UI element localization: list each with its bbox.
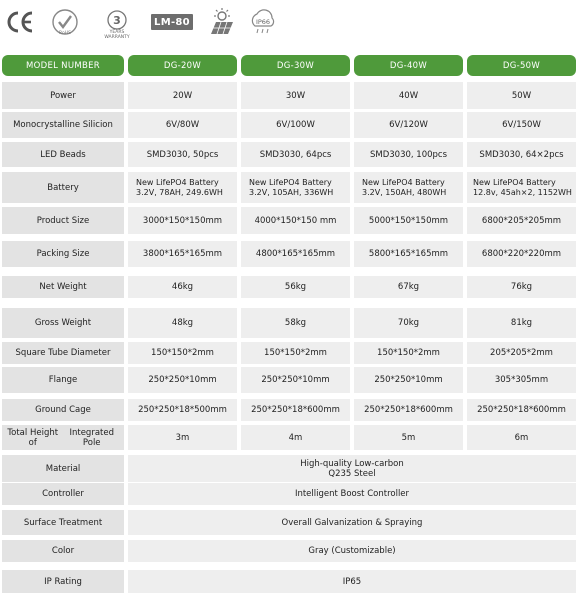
table-cell: 6800*220*220mm (467, 241, 576, 267)
header-model-1: DG-20W (128, 55, 237, 76)
table-cell: 5800*165*165mm (354, 241, 463, 267)
row-label: Gross Weight (2, 308, 124, 338)
table-cell: 56kg (241, 276, 350, 298)
table-cell: 81kg (467, 308, 576, 338)
cell-line: Intelligent Boost Controller (294, 489, 410, 499)
ip66-text: IP66 (255, 18, 271, 26)
table-cell: 6V/150W (467, 112, 576, 138)
table-cell: SMD3030, 64pcs (241, 142, 350, 167)
table-cell: SMD3030, 64×2pcs (467, 142, 576, 167)
row-label: Battery (2, 172, 124, 203)
cell-line: 3.2V, 105AH, 336WH (249, 187, 334, 197)
header-model-3: DG-40W (354, 55, 463, 76)
table-cell: 3m (128, 425, 237, 450)
cell-line: IP65 (342, 576, 362, 587)
table-cell: 6m (467, 425, 576, 450)
header-model-number: MODEL NUMBER (2, 55, 124, 76)
rohs-badge-icon (52, 6, 78, 38)
row-label: Color (2, 540, 124, 562)
table-cell: 67kg (354, 276, 463, 298)
table-cell (128, 172, 237, 203)
table-cell: 50W (467, 82, 576, 109)
table-cell: 250*250*10mm (241, 367, 350, 393)
table-cell: 150*150*2mm (354, 342, 463, 364)
row-label: Material (2, 455, 124, 482)
row-label (2, 425, 124, 450)
table-cell: SMD3030, 50pcs (128, 142, 237, 167)
table-cell: 250*250*18*600mm (354, 399, 463, 421)
table-cell: 70kg (354, 308, 463, 338)
span-cell (128, 510, 576, 535)
table-cell: 6800*205*205mm (467, 207, 576, 234)
table-cell: 20W (128, 82, 237, 109)
table-cell: 30W (241, 82, 350, 109)
cell-line: Integrated Pole (69, 427, 114, 448)
table-cell: 5m (354, 425, 463, 450)
cell-line: New LifePO4 Battery (249, 177, 332, 187)
table-cell: 3000*150*150mm (128, 207, 237, 234)
svg-text:WARRANTY: WARRANTY (104, 35, 130, 38)
svg-text:YEARS: YEARS (109, 30, 125, 35)
warranty-number: 3 (113, 14, 121, 27)
cell-line: New LifePO4 Battery (473, 177, 556, 187)
ip66-badge-icon (248, 8, 276, 38)
table-cell: 6V/120W (354, 112, 463, 138)
cell-line: Total Height of (7, 427, 59, 448)
table-cell: 58kg (241, 308, 350, 338)
cell-line: New LifePO4 Battery (362, 177, 445, 187)
row-label: IP Rating (2, 570, 124, 593)
cell-line: High-quality Low-carbon (300, 458, 404, 469)
cell-line: 3.2V, 78AH, 249.6WH (136, 187, 223, 197)
svg-text:RoHS: RoHS (59, 31, 71, 36)
cell-line: Q235 Steel (328, 468, 376, 479)
certification-bar (0, 0, 578, 44)
row-label: Product Size (2, 207, 124, 234)
span-cell (128, 570, 576, 593)
solar-panel-icon (208, 8, 236, 36)
cell-line: New LifePO4 Battery (136, 177, 219, 187)
table-cell: 5000*150*150mm (354, 207, 463, 234)
row-label: LED Beads (2, 142, 124, 167)
row-label: Packing Size (2, 241, 124, 267)
row-label: Surface Treatment (2, 510, 124, 535)
cell-line: Overall Galvanization & Spraying (281, 517, 423, 528)
table-cell: 6V/80W (128, 112, 237, 138)
span-cell (128, 540, 576, 562)
table-cell: 150*150*2mm (241, 342, 350, 364)
table-cell: 150*150*2mm (128, 342, 237, 364)
row-label: Ground Cage (2, 399, 124, 421)
table-cell (241, 172, 350, 203)
table-cell (467, 172, 576, 203)
span-cell (128, 483, 576, 505)
header-model-4: DG-50W (467, 55, 576, 76)
table-cell: SMD3030, 100pcs (354, 142, 463, 167)
table-cell: 48kg (128, 308, 237, 338)
cell-line: 12.8v, 45ah×2, 1152WH (473, 187, 572, 197)
table-cell (354, 172, 463, 203)
warranty-badge-icon (100, 8, 134, 38)
cell-line: 3.2V, 150AH, 480WH (362, 187, 447, 197)
ce-mark-icon (6, 10, 34, 34)
table-cell: 250*250*18*500mm (128, 399, 237, 421)
row-label: Controller (2, 483, 124, 505)
row-label: Power (2, 82, 124, 109)
lm80-badge: LM-80 (151, 14, 193, 30)
table-cell: 40W (354, 82, 463, 109)
table-cell: 6V/100W (241, 112, 350, 138)
header-model-2: DG-30W (241, 55, 350, 76)
table-cell: 305*305mm (467, 367, 576, 393)
table-cell: 46kg (128, 276, 237, 298)
table-cell: 250*250*10mm (354, 367, 463, 393)
row-label: Flange (2, 367, 124, 393)
row-label: Monocrystalline Silicion (2, 112, 124, 138)
table-cell: 250*250*18*600mm (241, 399, 350, 421)
cell-line: Gray (Customizable) (308, 546, 396, 556)
table-cell: 76kg (467, 276, 576, 298)
table-cell: 4m (241, 425, 350, 450)
table-cell: 205*205*2mm (467, 342, 576, 364)
span-cell (128, 455, 576, 482)
table-cell: 4800*165*165mm (241, 241, 350, 267)
table-cell: 4000*150*150 mm (241, 207, 350, 234)
table-cell: 250*250*18*600mm (467, 399, 576, 421)
table-cell: 250*250*10mm (128, 367, 237, 393)
row-label: Square Tube Diameter (2, 342, 124, 364)
table-cell: 3800*165*165mm (128, 241, 237, 267)
row-label: Net Weight (2, 276, 124, 298)
